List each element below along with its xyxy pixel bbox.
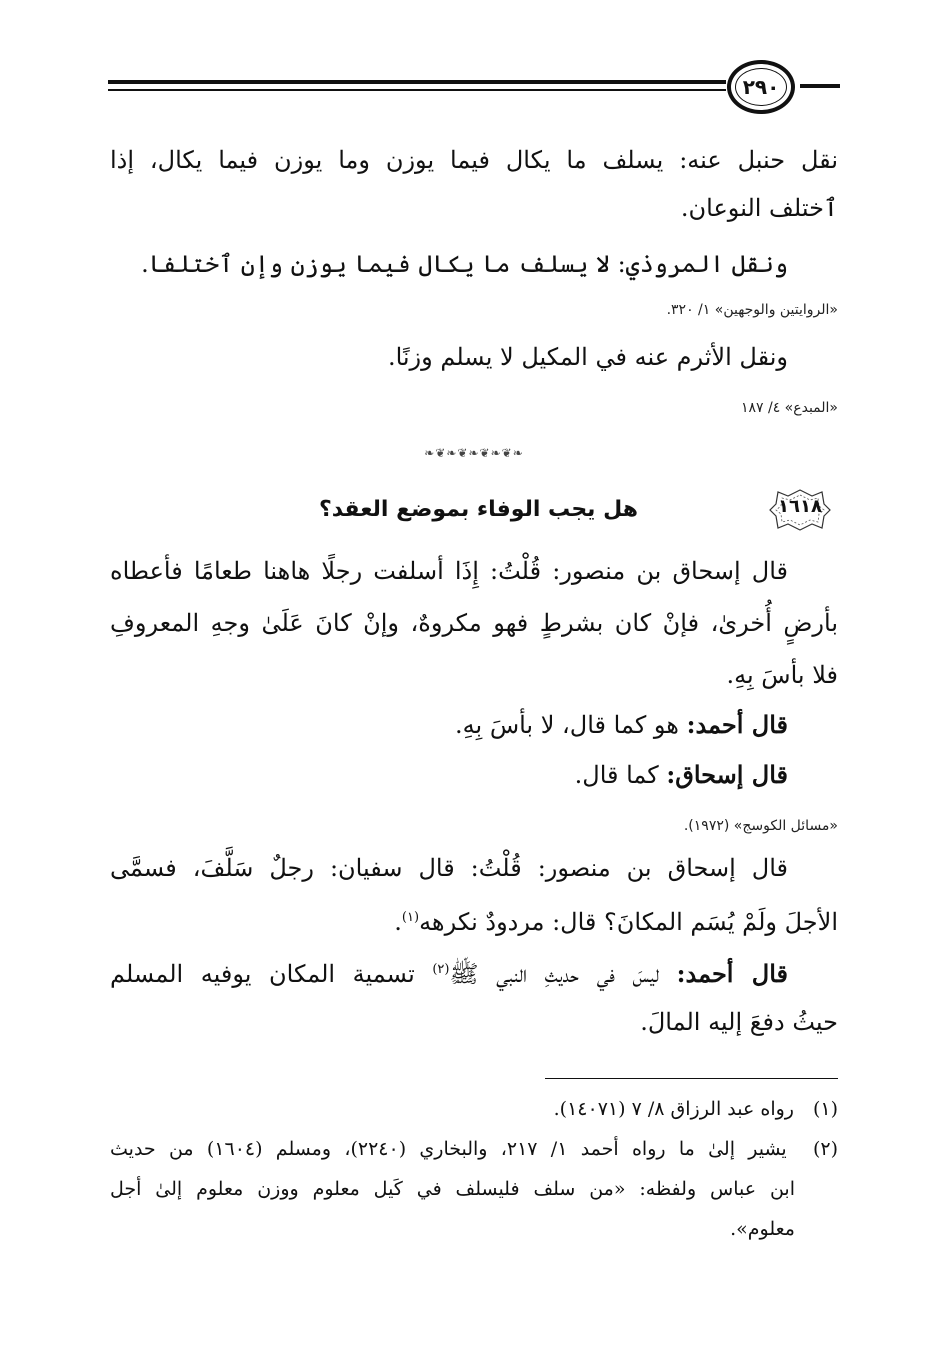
speaker-text: كما قال. <box>574 761 667 789</box>
text-line: فلا بأسَ بِهِ. <box>726 661 838 689</box>
text-line <box>455 710 788 740</box>
speaker-label: قال أحمد: <box>676 959 788 988</box>
text-line: ٱختلف النوعان. <box>680 194 838 222</box>
footnote-text: يشير إلىٰ ما رواه أحمد ١/ ٢١٧، والبخاري (٢٢٤٠)، ومسلم (١٦٠٤) من حديث <box>110 1138 787 1160</box>
text-span: ليسَ في حديثِ النبي ﷺ <box>449 960 677 988</box>
footnote-mark: (١) <box>812 1098 838 1120</box>
header-rule <box>108 80 726 100</box>
question-number-badge <box>768 488 832 532</box>
text-line <box>110 955 788 989</box>
text-line: بأرضٍ أُخرىٰ، فإنْ كان بشرطٍ فهو مكروهٌ، وإنْ كانَ عَلَىٰ وجهِ المعروفِ <box>110 609 838 637</box>
text-line <box>394 903 838 937</box>
source-reference: «مسائل الكوسج» (١٩٧٢). <box>683 818 838 834</box>
header-rule-right <box>800 84 840 88</box>
text-line: ونقل المروذي: لا يسلف ما يكال فيما يوزن وإن ٱختلفا. <box>141 250 788 278</box>
footnote-text-line: ابن عباس ولفظه: «من سلف فليسلف في كَيل معلوم ووزن معلوم إلىٰ أجل <box>110 1178 795 1200</box>
speaker-label: قال إسحاق: <box>666 760 788 789</box>
source-reference: «الروايتين والوجهين» ١/ ٣٢٠. <box>666 302 838 318</box>
source-reference: «المبدع» ٤/ ١٨٧ <box>740 400 838 416</box>
text-line: نقل حنبل عنه: يسلف ما يكال فيما يوزن وما يوزن فيما يكال، إذا <box>110 146 838 174</box>
footnote-ref: (١) <box>401 910 420 925</box>
text-line <box>575 760 788 790</box>
page-number-badge <box>727 60 795 114</box>
footnote-ref: (٢) <box>432 962 450 977</box>
speaker-label: قال أحمد: <box>686 710 788 739</box>
text-line: قال إسحاق بن منصور: قُلْتُ: إِذَا أسلفت رجلًا هاهنا طعامًا فأعطاه <box>110 557 788 585</box>
footnote-text: رواه عبد الرزاق ٨/ ٧ (١٤٠٧١). <box>553 1098 794 1120</box>
text-span: . <box>394 908 402 936</box>
text-line: ونقل الأثرم عنه في المكيل لا يسلم وزنًا. <box>387 343 788 371</box>
ornament-divider: ❧❦❧❦❧❦❧❦❧ <box>424 446 524 460</box>
footnote-rule <box>545 1078 838 1079</box>
text-span: الأجلَ ولَمْ يُسَم المكانَ؟ قال: مردودٌ نكرهه <box>419 908 838 936</box>
text-line: حيثُ دفعَ إليه المالَ. <box>640 1008 838 1036</box>
footnote-mark: (٢) <box>812 1138 838 1160</box>
text-span: تسمية المكان يوفيه المسلم <box>110 960 433 988</box>
question-title: هل يجب الوفاء بموضع العقد؟ <box>318 497 638 522</box>
question-number: ١٦١٨ <box>778 496 822 517</box>
page-number: ٢٩٠ <box>742 75 780 99</box>
footnote-1 <box>554 1096 838 1122</box>
footnote-text-line: معلوم». <box>730 1218 795 1240</box>
footnote-2 <box>110 1136 838 1162</box>
speaker-text: هو كما قال، لا بأسَ بِهِ. <box>455 711 687 739</box>
text-line: قال إسحاق بن منصور: قُلْتُ: قال سفيان: رجلٌ سَلَّفَ، فسمَّى <box>110 854 788 882</box>
